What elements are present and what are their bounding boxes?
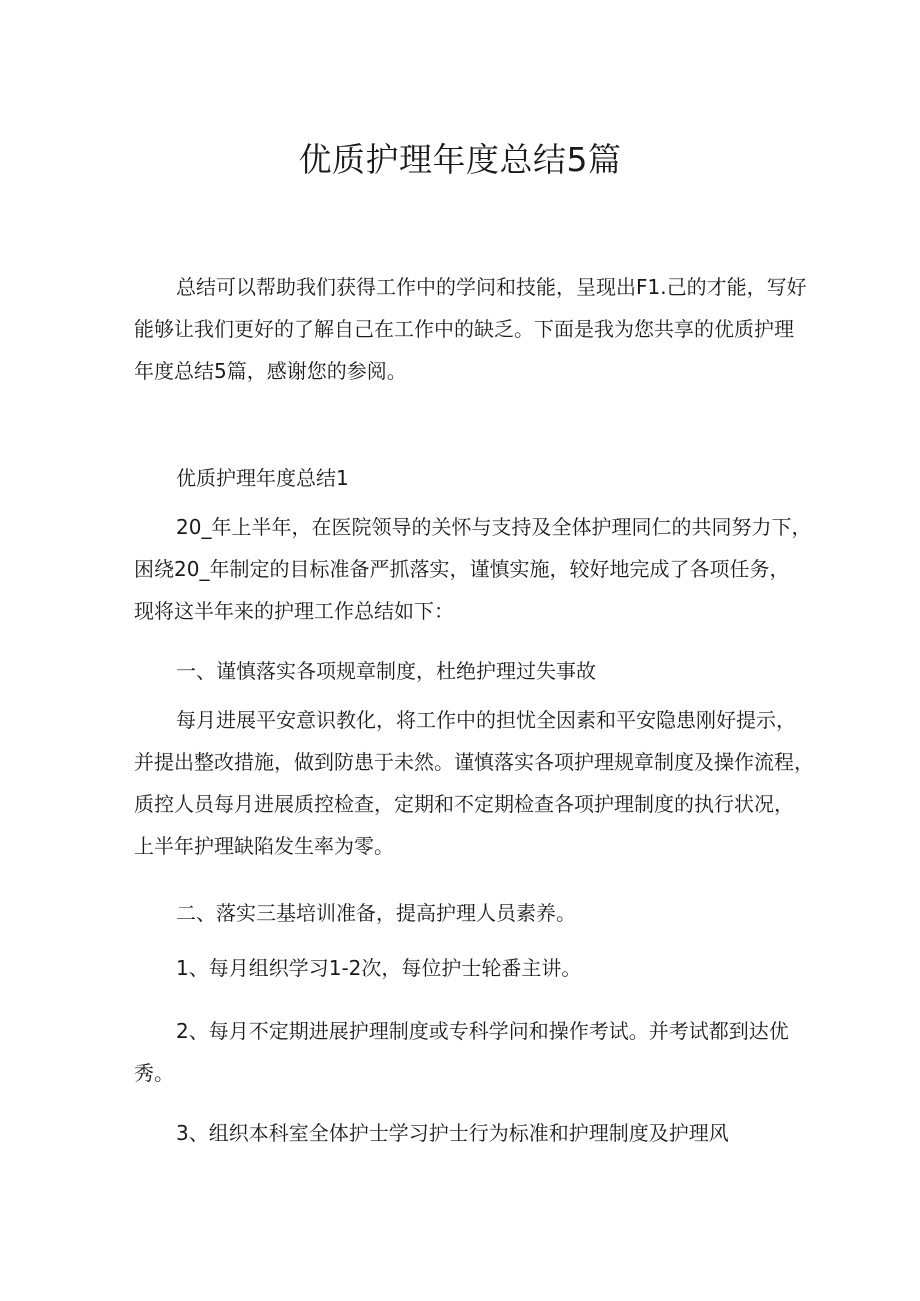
- heading-2-text: 二、落实三基培训准备，提高护理人员素养。: [176, 901, 576, 925]
- intro-line: 能够让我们更好的了解自己在工作中的缺乏。下面是我为您共享的优质护理: [134, 317, 794, 341]
- paragraph-line: 困绕20_年制定的目标准备严抓落实，谨慎实施，较好地完成了各项任务，: [134, 557, 790, 581]
- paragraph-line: 20_年上半年，在医院领导的关怀与支持及全体护理同仁的共同努力下，: [176, 515, 812, 539]
- heading-2: [134, 892, 794, 934]
- heading-1: [134, 650, 794, 692]
- list-item-text: 秀。: [134, 1061, 174, 1085]
- list-item-2: [134, 1010, 794, 1094]
- intro-paragraph: [134, 266, 807, 392]
- paragraph-line: 每月进展平安意识教化，将工作中的担忧全因素和平安隐患刚好提示，: [176, 708, 796, 732]
- paragraph-line: 现将这半年来的护理工作总结如下：: [134, 599, 454, 623]
- section-heading-text: 优质护理年度总结1: [176, 466, 349, 490]
- paragraph-line: 并提出整改措施，做到防患于未然。谨慎落实各项护理规章制度及操作流程，: [134, 750, 814, 774]
- list-item-text: 3、组织本科室全体护士学习护士行为标准和护理制度及护理风: [176, 1121, 729, 1145]
- list-item-3: [134, 1112, 794, 1154]
- list-item-text: 1、每月组织学习1-2次，每位护士轮番主讲。: [176, 956, 582, 980]
- list-item-text: 2、每月不定期进展护理制度或专科学问和操作考试。并考试都到达优: [176, 1019, 789, 1043]
- intro-line: 年度总结5篇，感谢您的参阅。: [134, 359, 407, 383]
- paragraph-line: 上半年护理缺陷发生率为零。: [134, 834, 394, 858]
- list-item-1: [134, 947, 794, 989]
- document-title: 优质护理年度总结5篇: [298, 140, 622, 179]
- paragraph-1: [134, 506, 812, 632]
- section-heading: [134, 457, 794, 499]
- paragraph-line: 质控人员每月进展质控检查，定期和不定期检查各项护理制度的执行状况，: [134, 792, 794, 816]
- paragraph-2: [134, 699, 814, 867]
- intro-line: 总结可以帮助我们获得工作中的学问和技能，呈现出F1.己的才能，写好: [176, 275, 807, 299]
- heading-1-text: 一、谨慎落实各项规章制度，杜绝护理过失事故: [176, 659, 596, 683]
